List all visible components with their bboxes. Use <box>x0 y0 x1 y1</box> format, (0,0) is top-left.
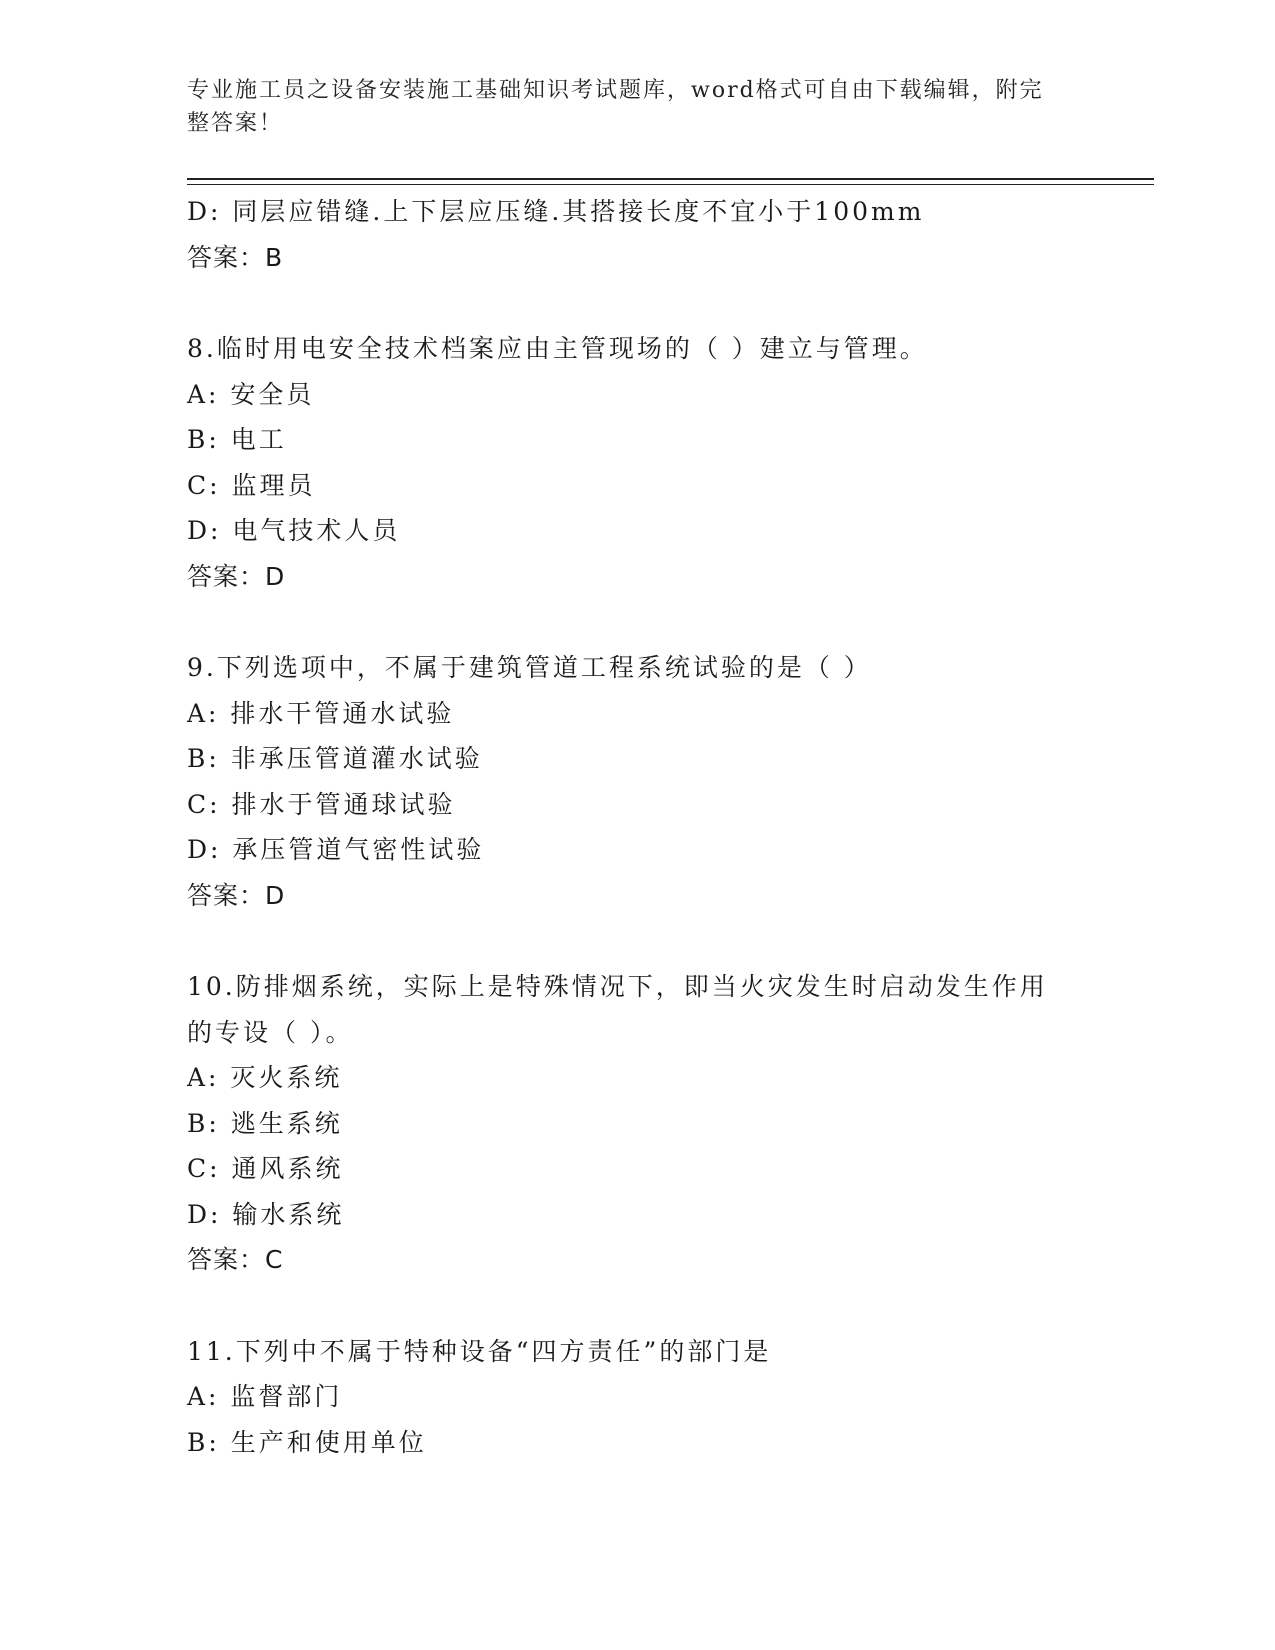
question-11 <box>187 1329 1087 1466</box>
document-header: 专业施工员之设备安装施工基础知识考试题库，word格式可自由下载编辑，附完整答案！ <box>187 78 1044 136</box>
option-a: A: 监督部门 <box>187 1382 343 1411</box>
option-a: A: 排水干管通水试验 <box>187 698 455 728</box>
answer: 答案：D <box>187 880 286 910</box>
question-stem: 9.下列选项中，不属于建筑管道工程系统试验的是（ ） <box>187 653 872 682</box>
option-b: B: 逃生系统 <box>187 1108 343 1138</box>
option-b: B: 生产和使用单位 <box>187 1427 427 1457</box>
option-a: A: 安全员 <box>187 379 315 409</box>
question-stem: 10.防排烟系统，实际上是特殊情况下，即当火灾发生时启动发生作用的专设（ ）。 <box>187 972 1048 1047</box>
option-c: C: 排水于管通球试验 <box>187 789 456 819</box>
answer: 答案：D <box>187 561 286 591</box>
header-rule-thin <box>187 184 1154 185</box>
question-stem: 11.下列中不属于特种设备“四方责任”的部门是 <box>187 1336 772 1366</box>
option-d: D: 输水系统 <box>187 1199 345 1229</box>
option-a: A: 灭火系统 <box>187 1063 343 1092</box>
question-stem: 8.临时用电安全技术档案应由主管现场的（ ）建立与管理。 <box>187 334 928 363</box>
prev-answer: 答案：B <box>187 242 284 272</box>
option-c: C: 监理员 <box>187 470 316 500</box>
option-b: B: 电工 <box>187 425 287 454</box>
spacer <box>187 1283 1087 1329</box>
question-9 <box>187 645 1087 918</box>
prev-option-d: D: 同层应错缝.上下层应压缝.其搭接长度不宜小于100mm <box>187 197 925 226</box>
spacer <box>187 599 1087 645</box>
option-d: D: 电气技术人员 <box>187 516 401 545</box>
question-list <box>187 189 1087 1465</box>
option-c: C: 通风系统 <box>187 1154 344 1183</box>
header-rule-thick <box>187 178 1154 180</box>
question-8 <box>187 326 1087 599</box>
answer: 答案：C <box>187 1245 284 1274</box>
spacer <box>187 918 1087 964</box>
question-10 <box>187 964 1087 1283</box>
spacer <box>187 280 1087 326</box>
option-b: B: 非承压管道灌水试验 <box>187 744 483 773</box>
option-d: D: 承压管道气密性试验 <box>187 835 485 864</box>
